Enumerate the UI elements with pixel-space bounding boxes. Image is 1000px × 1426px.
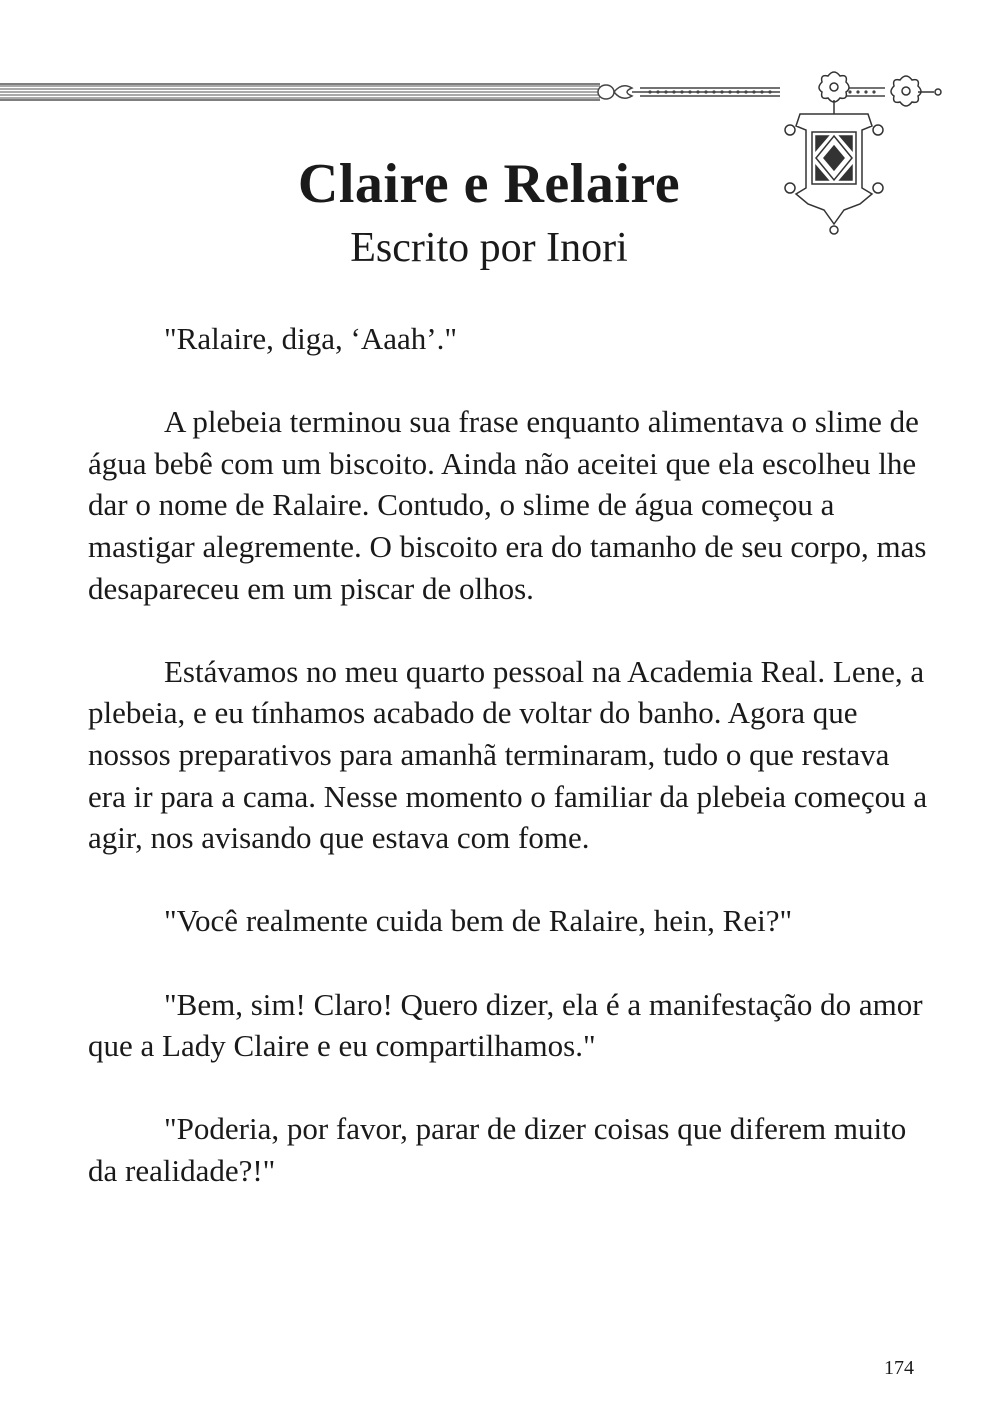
chapter-author: Escrito por Inori xyxy=(350,225,628,271)
paragraph: A plebeia terminou sua frase enquanto alimentava o slime de água bebê com um biscoito. Ainda não aceitei que ela escolheu lhe dar o nome de Ralaire. Contudo, o slime de água começou a mastigar alegremente. O biscoito era do tamanho de seu corpo, mas desapareceu em um piscar de olhos. xyxy=(88,404,927,606)
chapter-title: Claire e Relaire xyxy=(297,153,681,215)
paragraph: "Bem, sim! Claro! Quero dizer, ela é a manifestação do amor que a Lady Claire e eu compartilhamos." xyxy=(88,986,923,1064)
paragraph: "Você realmente cuida bem de Ralaire, hein, Rei?" xyxy=(164,903,793,939)
chapter-heading xyxy=(0,150,978,274)
paragraph: Estávamos no meu quarto pessoal na Academia Real. Lene, a plebeia, e eu tínhamos acabado de voltar do banho. Agora que nossos preparativos para amanhã terminaram, tudo o que restava era ir para a cama. Nesse momento o familiar da plebeia começou a agir, nos avisando que estava com fome. xyxy=(88,653,928,856)
paragraph: "Ralaire, diga, ‘Aaah’." xyxy=(164,321,457,356)
paragraph: "Poderia, por favor, parar de dizer coisas que diferem muito da realidade?!" xyxy=(88,1111,907,1188)
body-text xyxy=(88,318,928,1233)
page-number: 174 xyxy=(884,1357,914,1379)
